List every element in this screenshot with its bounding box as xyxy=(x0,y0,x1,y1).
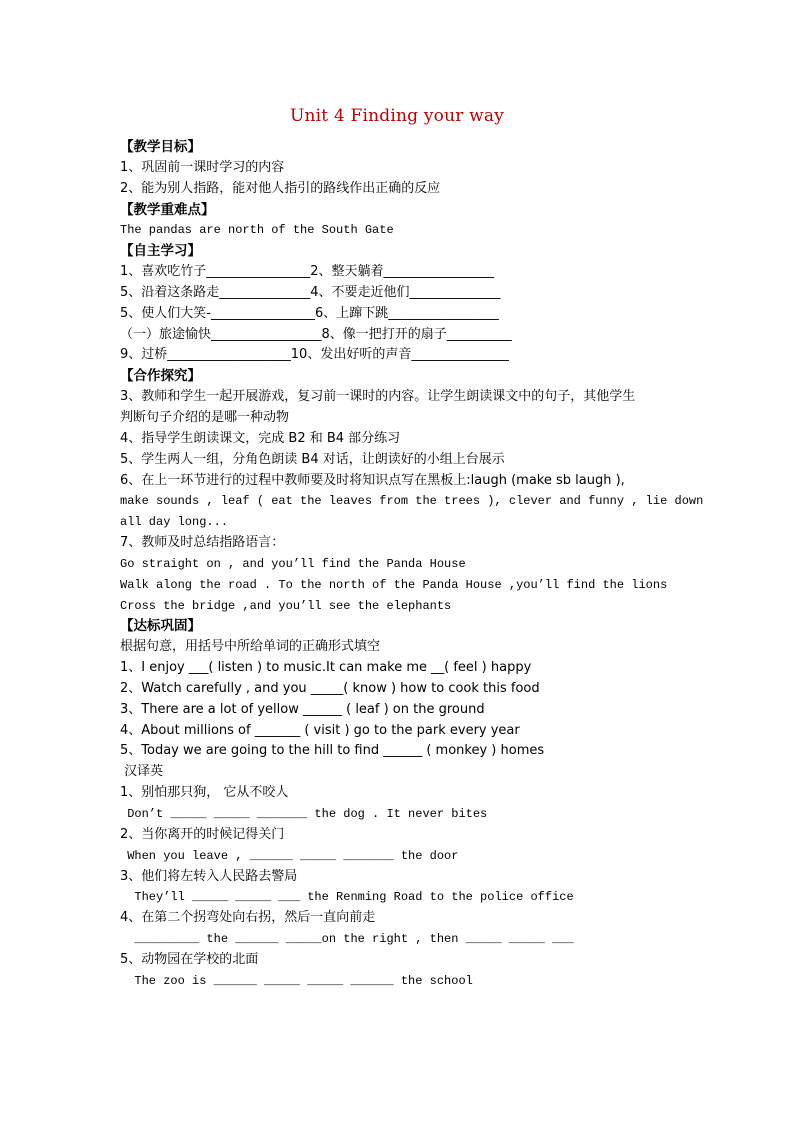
text-line: 判断句子介绍的是哪一种动物 xyxy=(120,409,290,425)
section-heading: 【自主学习】 xyxy=(120,243,201,260)
text-line: 根据句意，用括号中所给单词的正确形式填空 xyxy=(120,639,381,655)
text-line: 1、巩固前一课时学习的内容 xyxy=(120,159,285,175)
section-heading: 【教学目标】 xyxy=(120,139,201,155)
text-line: 汉译英 xyxy=(120,764,164,780)
text-line: make sounds , leaf ( eat the leaves from the trees ), clever and funny , lie down xyxy=(120,494,704,509)
text-line: 1、喜欢吃竹子________________2、整天躺着_________________ xyxy=(120,264,495,280)
text-line: 5、学生两人一组，分角色朗读 B4 对话，让朗读好的小组上台展示 xyxy=(120,451,505,467)
text-line: （一）旅途愉快_________________8、像一把打开的扇子__________ xyxy=(120,326,512,342)
text-line: 3、他们将左转入人民路去警局 xyxy=(120,868,298,884)
section-heading: 【达标巩固】 xyxy=(120,618,201,635)
text-line: Go straight on , and you’ll find the Panda House xyxy=(120,556,466,571)
text-line: 6、在上一环节进行的过程中教师要及时将知识点写在黑板上:laugh (make sb laugh ), xyxy=(120,472,625,488)
text-line: The pandas are north of the South Gate xyxy=(120,223,394,238)
text-line: _________ the ______ _____on the right , then _____ _____ ___ xyxy=(120,932,574,947)
text-line: 3、There are a lot of yellow ______ ( leaf ) on the ground xyxy=(120,701,485,717)
text-line: 5、使人们大笑-________________6、上蹿下跳_________________ xyxy=(120,305,499,321)
text-line: 2、能为别人指路，能对他人指引的路线作出正确的反应 xyxy=(120,180,441,196)
text-line: 1、I enjoy ___( listen ) to music.It can make me __( feel ) happy xyxy=(120,660,532,676)
text-line: They’ll _____ _____ ___ the Renming Road to the police office xyxy=(120,890,574,905)
text-line: 9、过桥___________________10、发出好听的声音_______________ xyxy=(120,347,509,363)
page-title: Unit 4 Finding your way xyxy=(289,106,505,126)
text-line: 5、沿着这条路走______________4、不要走近他们______________ xyxy=(120,284,501,300)
text-line: 4、指导学生朗读课文，完成 B2 和 B4 部分练习 xyxy=(120,430,401,446)
text-line: Don’t _____ _____ _______ the dog . It never bites xyxy=(120,807,488,821)
text-line: 1、别怕那只狗， 它从不咬人 xyxy=(120,785,289,801)
text-line: The zoo is ______ _____ _____ ______ the school xyxy=(120,973,473,988)
document-body xyxy=(120,137,704,992)
text-line: Cross the bridge ,and you’ll see the elephants xyxy=(120,598,452,613)
text-line: When you leave , ______ _____ _______ the door xyxy=(120,848,459,863)
text-line: all day long... xyxy=(120,515,229,530)
section-heading: 【合作探究】 xyxy=(120,368,201,385)
text-line: 4、在第二个拐弯处向右拐，然后一直向前走 xyxy=(120,910,376,926)
text-line: 2、当你离开的时候记得关门 xyxy=(120,826,285,842)
text-line: 5、Today we are going to the hill to find ______ ( monkey ) homes xyxy=(120,743,545,759)
text-line: Walk along the road . To the north of the Panda House ,you’ll find the lions xyxy=(120,577,668,592)
text-line: 2、Watch carefully , and you _____( know ) how to cook this food xyxy=(120,680,540,696)
text-line: 7、教师及时总结指路语言： xyxy=(120,535,285,551)
section-heading: 【教学重难点】 xyxy=(120,201,215,218)
text-line: 4、About millions of _______ ( visit ) go to the park every year xyxy=(120,722,520,738)
text-line: 5、动物园在学校的北面 xyxy=(120,951,259,967)
text-line: 3、教师和学生一起开展游戏，复习前一课时的内容。让学生朗读课文中的句子，其他学生 xyxy=(120,389,636,405)
